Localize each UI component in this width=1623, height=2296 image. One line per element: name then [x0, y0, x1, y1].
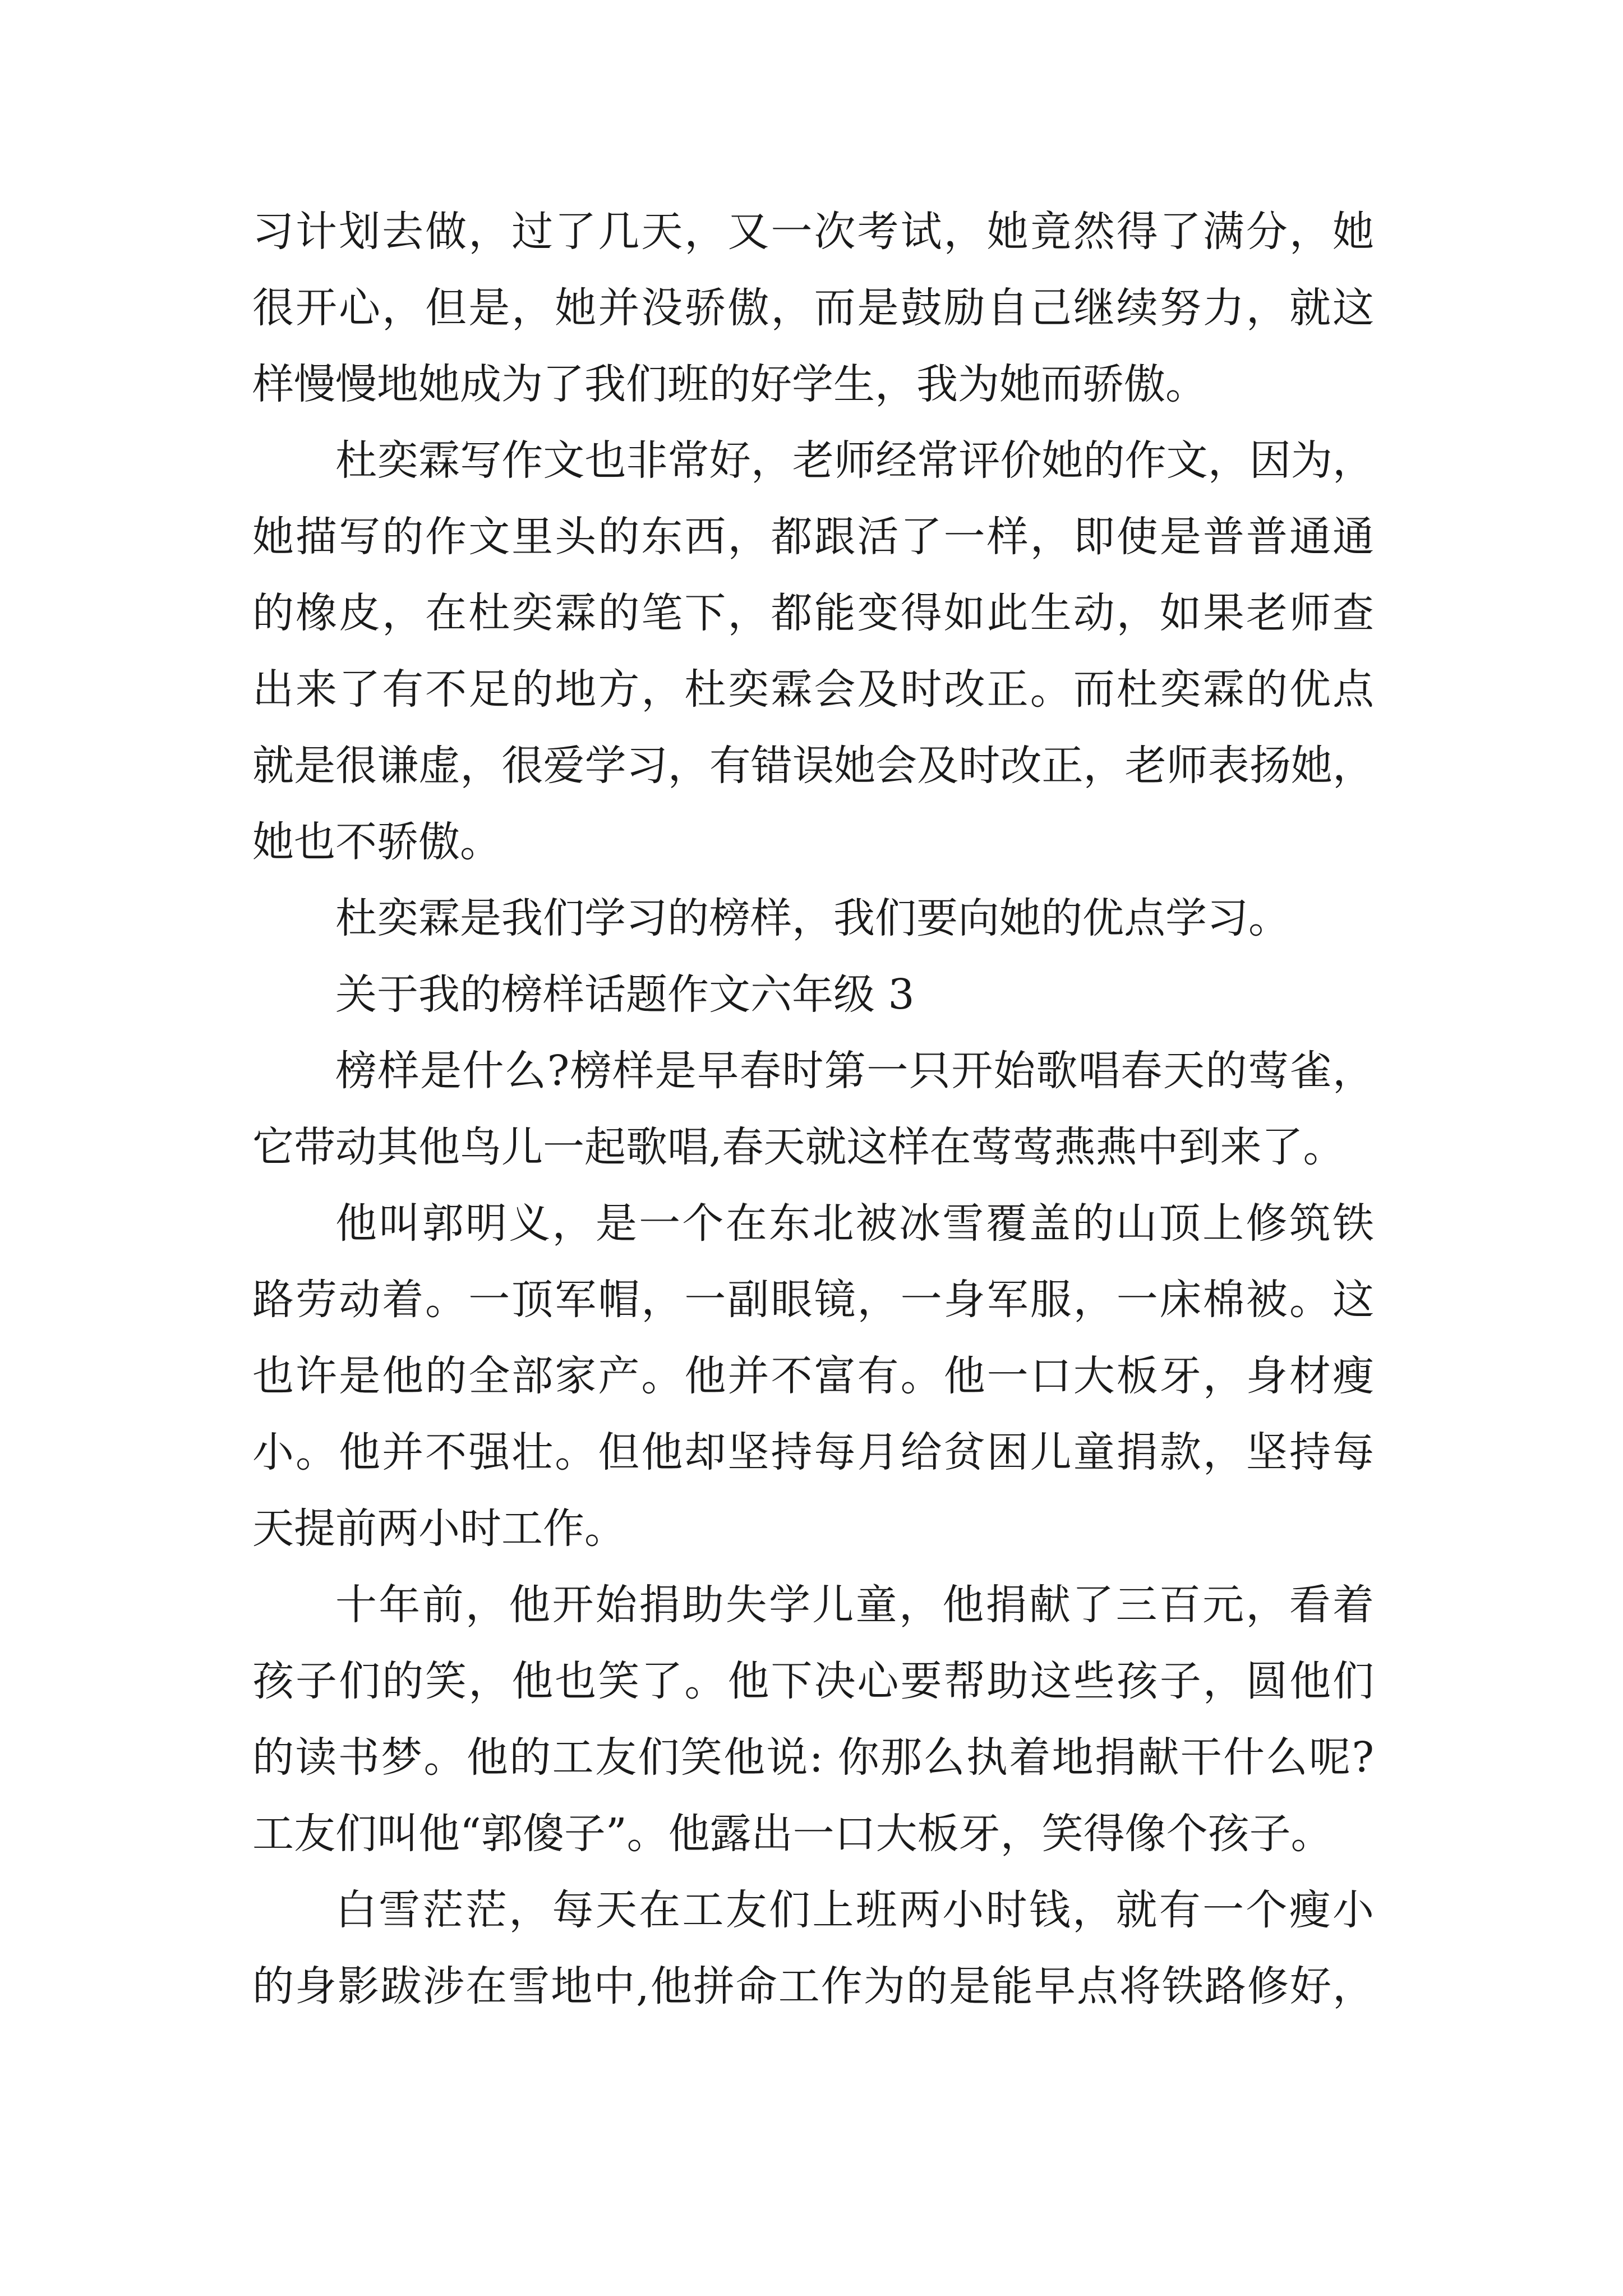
text-line: 她也不骄傲。: [252, 818, 501, 866]
text-line: 的橡皮，在杜奕霖的笔下，都能变得如此生动，如果老师查: [252, 589, 1374, 637]
text-line: 杜奕霖是我们学习的榜样，我们要向她的优点学习。: [335, 894, 1290, 942]
text-line: 样慢慢地她成为了我们班的好学生，我为她而骄傲。: [252, 360, 1207, 408]
text-line: 的读书梦。他的工友们笑他说: 你那么执着地捐献干什么呢?: [252, 1733, 1374, 1782]
text-line: 榜样是什么?榜样是早春时第一只开始歌唱春天的莺雀，: [335, 1047, 1374, 1095]
text-line: 路劳动着。一顶军帽，一副眼镜，一身军服，一床棉被。这: [252, 1276, 1374, 1324]
body-text: [252, 194, 1374, 2024]
text-line: 工友们叫他“郭傻子”。他露出一口大板牙，笑得像个孩子。: [252, 1810, 1332, 1858]
text-line: 关于我的榜样话题作文六年级 3: [335, 970, 915, 1019]
text-line: 就是很谦虚，很爱学习，有错误她会及时改正，老师表扬她，: [252, 742, 1374, 790]
text-line: 的身影跋涉在雪地中,他拼命工作为的是能早点将铁路修好，: [252, 1962, 1374, 2010]
text-line: 她描写的作文里头的东西，都跟活了一样，即使是普普通通: [252, 513, 1374, 561]
text-line: 很开心，但是，她并没骄傲，而是鼓励自己继续努力，就这: [252, 284, 1374, 332]
text-line: 杜奕霖写作文也非常好，老师经常评价她的作文，因为，: [335, 436, 1374, 485]
text-line: 十年前，他开始捐助失学儿童，他捐献了三百元，看着: [335, 1581, 1374, 1629]
text-line: 白雪茫茫，每天在工友们上班两小时钱，就有一个瘦小: [335, 1886, 1374, 1934]
text-line: 他叫郭明义，是一个在东北被冰雪覆盖的山顶上修筑铁: [335, 1199, 1374, 1248]
text-line: 出来了有不足的地方，杜奕霖会及时改正。而杜奕霖的优点: [252, 665, 1374, 714]
text-line: 孩子们的笑，他也笑了。他下决心要帮助这些孩子，圆他们: [252, 1657, 1374, 1705]
text-line: 它带动其他鸟儿一起歌唱,春天就这样在莺莺燕燕中到来了。: [252, 1123, 1345, 1171]
text-line: 也许是他的全部家产。他并不富有。他一口大板牙，身材瘦: [252, 1352, 1374, 1400]
text-line: 小。他并不强壮。但他却坚持每月给贫困儿童捐款，坚持每: [252, 1428, 1374, 1476]
text-line: 习计划去做，过了几天，又一次考试，她竟然得了满分，她: [252, 208, 1374, 256]
text-line: 天提前两小时工作。: [252, 1504, 626, 1553]
